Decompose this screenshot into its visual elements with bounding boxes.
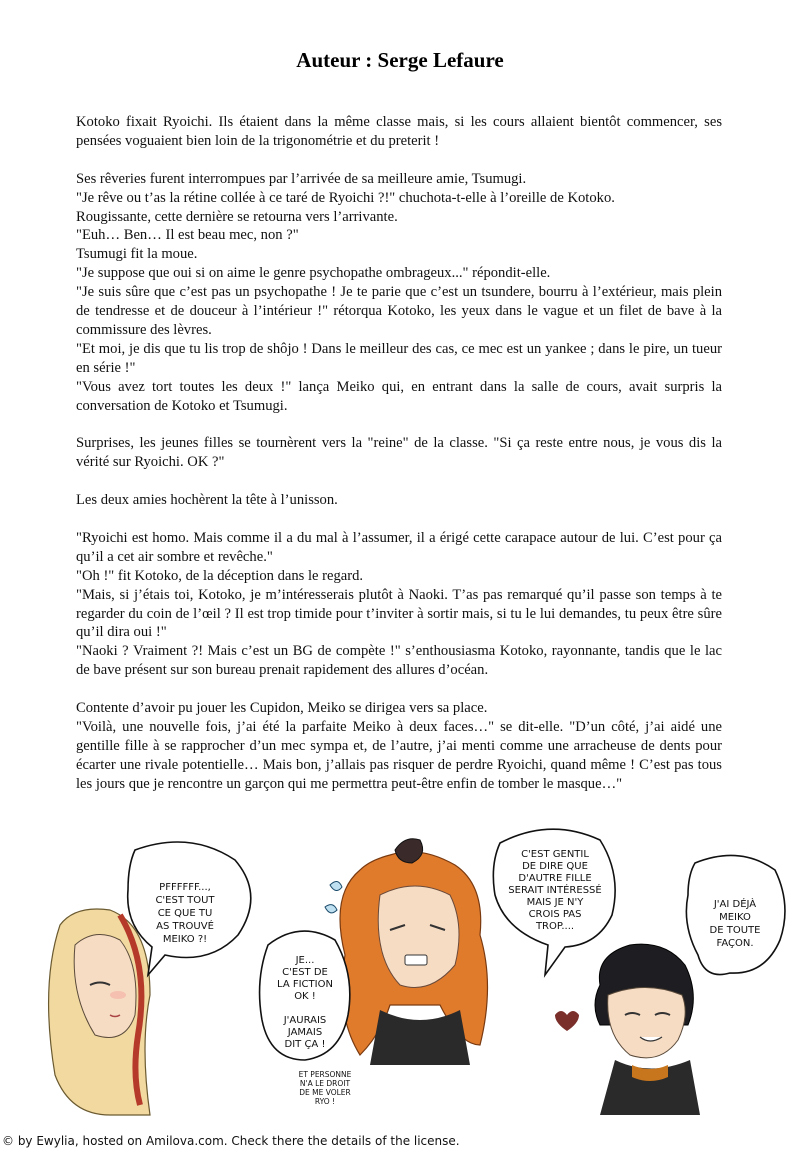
- paragraph: Kotoko fixait Ryoichi. Ils étaient dans la même classe mais, si les cours allaient bientôt commencer, ses pensées voguaient bien loin de la trigonométrie et du preterit !: [76, 114, 722, 149]
- bubble-2-small-text: [299, 1070, 352, 1106]
- bubble-line: AS TROUVÉ: [156, 921, 214, 932]
- bubble-line: RYO !: [314, 1097, 336, 1106]
- paragraph: Rougissante, cette dernière se retourna vers l’arrivante.: [76, 208, 398, 225]
- bubble-line: J'AI DÉJÀ: [713, 899, 757, 910]
- bubble-line: SERAIT INTÉRESSÉ: [508, 885, 602, 896]
- ryoichi-jacket: [600, 1060, 700, 1115]
- paragraph: "Euh… Ben… Il est beau mec, non ?": [76, 227, 299, 244]
- bubble-line: C'EST TOUT: [155, 895, 215, 906]
- speech-bubble-3: [493, 829, 615, 975]
- document-title: Auteur : Serge Lefaure: [296, 48, 504, 72]
- meiko-collar: [370, 1010, 470, 1065]
- bubble-line: C'EST GENTIL: [521, 849, 589, 860]
- meiko-face: [378, 886, 459, 988]
- bubble-line: TROP....: [535, 921, 575, 932]
- bubble-line: OK !: [294, 991, 316, 1002]
- ryoichi-scarf: [632, 1065, 668, 1081]
- paragraph: "Oh !" fit Kotoko, de la déception dans le regard.: [76, 567, 364, 584]
- paragraph: "Mais, si j’étais toi, Kotoko, je m’intéresserais plutôt à Naoki. T’as pas remarqué qu’il passe son temps à te regarder du coin de l’œil ? Il est trop timide pour t’inviter à sortir mais, si tu le lui demandes, tu peux être sûre qu’il dira oui !": [76, 586, 722, 641]
- bubble-line: MEIKO: [719, 912, 751, 923]
- paragraph: "Et moi, je dis que tu lis trop de shôjo ! Dans le meilleur des cas, ce mec est un yankee ; dans le pire, un tueur en série !": [76, 340, 722, 376]
- bubble-line: DIT ÇA !: [284, 1039, 326, 1050]
- bubble-line: JE...: [295, 955, 315, 966]
- speech-bubble-2: [260, 931, 352, 1106]
- paragraph: Ses rêveries furent interrompues par l’arrivée de sa meilleure amie, Tsumugi.: [76, 170, 527, 187]
- bubble-1-text: [155, 882, 215, 945]
- paragraph: "Naoki ? Vraiment ?! Mais c’est un BG de compète !" s’enthousiasma Kotoko, rayonnante, tandis que le lac de bave présent sur son bureau prenait rapidement des allures d’océan.: [76, 643, 722, 679]
- paragraph: "Je rêve ou t’as la rétine collée à ce taré de Ryoichi ?!" chuchota-t-elle à l’oreille de Kotoko.: [76, 189, 615, 206]
- bubble-line: LA FICTION: [277, 979, 333, 990]
- paragraph: "Je suis sûre que c’est pas un psychopathe ! Je te parie que c’est un tsundere, bourru à l’extérieur, mais plein de tendresse et de douceur à l’intérieur !" rétorqua Kotoko, les yeux dans le vague et un filet de bave à la commissure des lèvres.: [76, 284, 722, 338]
- paragraph: "Ryoichi est homo. Mais comme il a du mal à l’assumer, il a érigé cette carapace autour de lui. C’est pour ça qu’il a cet air sombre et revêche.": [76, 529, 722, 565]
- bubble-line: C'EST DE: [282, 967, 328, 978]
- bubble-line: MAIS JE N'Y: [526, 897, 584, 908]
- bubble-line: MEIKO ?!: [162, 934, 208, 945]
- bubble-line: PFFFFFF...,: [159, 882, 211, 893]
- character-kotoko: [49, 909, 150, 1115]
- bubble-line: DE ME VOLER: [299, 1088, 351, 1097]
- paragraph: Surprises, les jeunes filles se tournèrent vers la "reine" de la classe. "Si ça reste entre nous, je vous dis la vérité sur Ryoichi. OK ?": [76, 435, 722, 471]
- ryoichi-face: [608, 988, 686, 1058]
- paragraph: Les deux amies hochèrent la tête à l’unisson.: [76, 492, 338, 509]
- bubble-line: D'AUTRE FILLE: [518, 873, 592, 884]
- bubble-line: CROIS PAS: [528, 909, 582, 920]
- bubble-line: FAÇON.: [716, 938, 754, 949]
- paragraph: "Vous avez tort toutes les deux !" lança Meiko qui, en entrant dans la salle de cours, avait surpris la conversation de Kotoko et Tsumugi.: [76, 378, 722, 414]
- bubble-line: DE TOUTE: [709, 925, 761, 936]
- license-footer: © by Ewylia, hosted on Amilova.com. Check there the details of the license.: [2, 1134, 460, 1148]
- bubble-line: JAMAIS: [287, 1027, 323, 1038]
- character-meiko: [325, 839, 488, 1065]
- bubble-line: CE QUE TU: [157, 908, 213, 919]
- paragraph: Contente d’avoir pu jouer les Cupidon, Meiko se dirigea vers sa place.: [76, 700, 488, 717]
- paragraph: "Je suppose que oui si on aime le genre psychopathe ombrageux..." répondit-elle.: [76, 265, 551, 282]
- story-text: [76, 113, 722, 794]
- bubble-line: N'A LE DROIT: [299, 1079, 351, 1088]
- bubble-line: ET PERSONNE: [298, 1070, 352, 1079]
- character-ryoichi: [555, 944, 700, 1115]
- bubble-line: DE DIRE QUE: [522, 861, 588, 872]
- heart-icon: [555, 1011, 579, 1031]
- paragraph: "Voilà, une nouvelle fois, j’ai été la parfaite Meiko à deux faces…" se dit-elle. "D’un côté, j’ai aidé une gentille fille à se rapprocher d’un mec sympa et, de l’autre, j’ai menti comme une arracheuse de dents pour écarter une rivale potentielle… Mais bon, j’allais pas risquer de perdre Ryoichi, quand même ! C’est pas tous les jours que je rencontre un garçon qui me permettra peut-être enfin de tomber le masque…": [76, 718, 722, 792]
- paragraph: Tsumugi fit la moue.: [76, 246, 198, 263]
- bubble-line: J'AURAIS: [283, 1015, 327, 1026]
- comic-illustration: [0, 815, 800, 1130]
- speech-bubble-4: [686, 855, 785, 974]
